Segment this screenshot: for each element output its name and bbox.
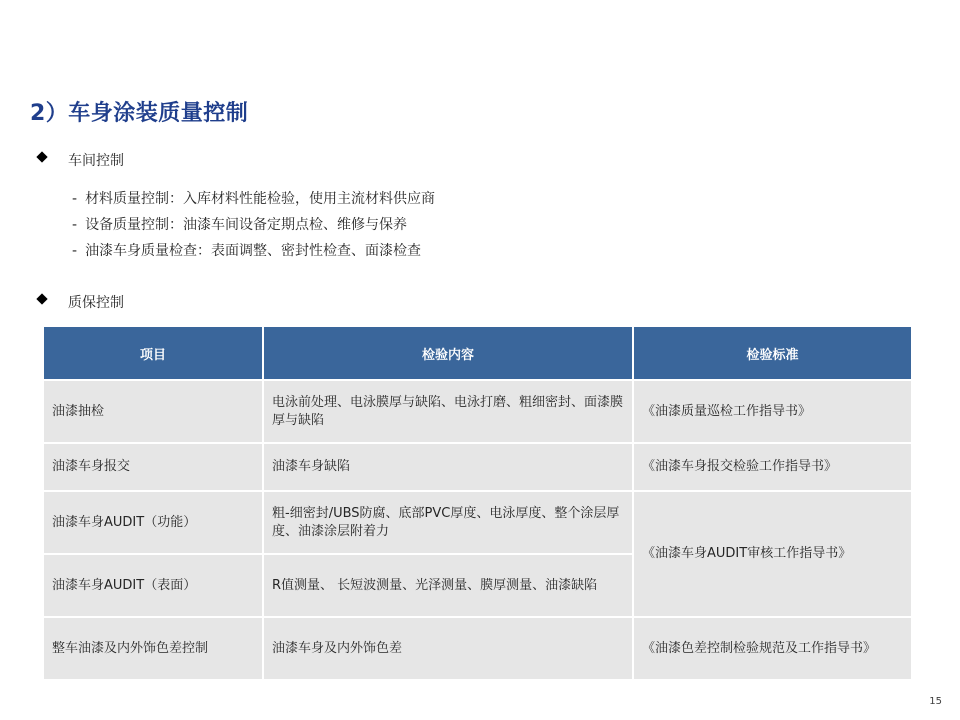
inspection-table [42, 325, 913, 681]
table-header-row [43, 326, 912, 380]
list-item-text: 材料质量控制：入库材料性能检验，使用主流材料供应商 [85, 191, 436, 207]
cell-standard: 《油漆车身AUDIT审核工作指导书》 [633, 491, 912, 617]
table-row [43, 617, 912, 680]
cell-content: 油漆车身缺陷 [263, 443, 633, 491]
cell-item: 油漆抽检 [43, 380, 263, 443]
cell-content: R值测量、 长短波测量、光泽测量、膜厚测量、油漆缺陷 [263, 554, 633, 617]
cell-standard: 《油漆色差控制检验规范及工作指导书》 [633, 617, 912, 680]
section-heading-qa: 质保控制 [68, 295, 124, 311]
list-item [72, 214, 407, 234]
list-item [72, 188, 435, 208]
table-row [43, 443, 912, 491]
cell-content: 粗-细密封/UBS防腐、底部PVC厚度、电泳厚度、整个涂层厚度、油漆涂层附着力 [263, 491, 633, 554]
cell-standard: 《油漆车身报交检验工作指导书》 [633, 443, 912, 491]
page-title: 2）车身涂装质量控制 [30, 101, 249, 126]
dash-marker: - [72, 191, 78, 207]
section-heading-workshop: 车间控制 [68, 153, 124, 169]
table-row [43, 380, 912, 443]
list-item-text: 油漆车身质量检查：表面调整、密封性检查、面漆检查 [85, 243, 422, 259]
column-header-content: 检验内容 [263, 326, 633, 380]
cell-content: 电泳前处理、电泳膜厚与缺陷、电泳打磨、粗细密封、面漆膜厚与缺陷 [263, 380, 633, 443]
list-item-text: 设备质量控制：油漆车间设备定期点检、维修与保养 [85, 217, 408, 233]
cell-item: 整车油漆及内外饰色差控制 [43, 617, 263, 680]
cell-content: 油漆车身及内外饰色差 [263, 617, 633, 680]
list-item [72, 240, 421, 260]
cell-standard: 《油漆质量巡检工作指导书》 [633, 380, 912, 443]
diamond-bullet-icon [36, 151, 47, 162]
cell-item: 油漆车身AUDIT（表面） [43, 554, 263, 617]
diamond-bullet-icon [36, 293, 47, 304]
bullet-section-workshop [38, 150, 124, 170]
page-number: 15 [929, 696, 942, 707]
cell-item: 油漆车身报交 [43, 443, 263, 491]
cell-item: 油漆车身AUDIT（功能） [43, 491, 263, 554]
column-header-standard: 检验标准 [633, 326, 912, 380]
dash-marker: - [72, 217, 78, 233]
column-header-item: 项目 [43, 326, 263, 380]
dash-marker: - [72, 243, 78, 259]
table-row [43, 491, 912, 554]
bullet-section-qa [38, 292, 124, 312]
